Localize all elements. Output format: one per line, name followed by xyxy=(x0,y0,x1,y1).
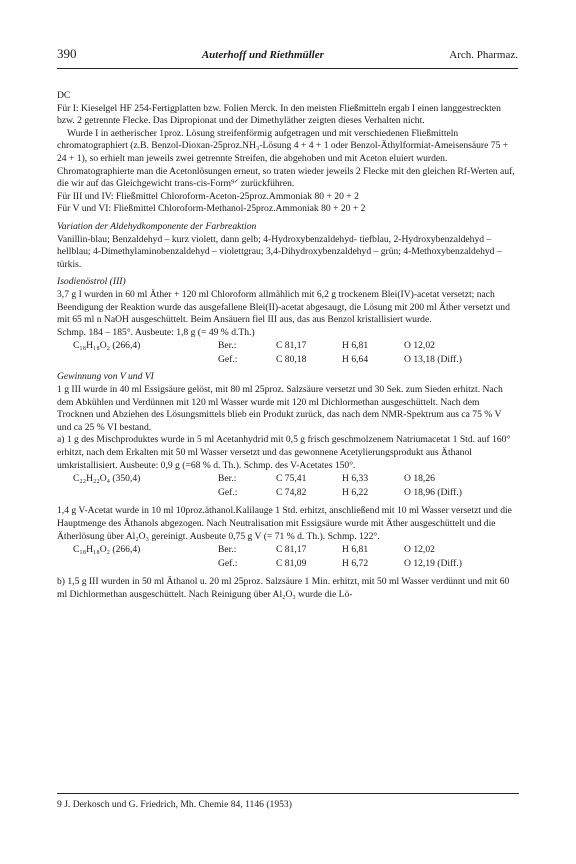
dc-paragraph-4: Für V und VI: Fließmittel Chloroform-Methanol-25proz.Ammoniak 80 + 20 + 2 xyxy=(57,203,366,215)
dc-paragraph-2: Wurde I in aetherischer 1proz. Lösung streifenförmig aufgetragen und mit verschiedenen Fließmitteln chromatographiert (z.B. Benzol-Dioxan-25proz.NH₃-Lösung 4 + 4 + 1 oder Benzol-Äthylformiat-Ameisensäure 75 + 24 + 1), so erhielt man jeweils zwei getrennte Streifen, die abgehoben und mit Aceton eluiert wurden. Chromatographierte man die Acetonlösungen erneut, so traten wieder jeweils 2 Flecke mit den gleichen Rf-Werten auf, die wir auf das Gleichgewicht trans-cis-Form⁹ᐟ zurückführen. xyxy=(57,127,515,190)
hydrogen-value: H 6,64 xyxy=(342,353,369,365)
header-rule xyxy=(57,68,518,69)
analysis-label: Ber.: xyxy=(218,340,237,352)
dc-heading: DC xyxy=(57,90,71,101)
gewinnung-heading: Gewinnung von V und VI xyxy=(57,371,154,383)
variation-heading: Variation der Aldehydkomponente der Farbreaktion xyxy=(57,220,257,232)
hydrogen-value: H 6,81 xyxy=(342,544,369,556)
formula: C₁₈H₁₈O₂ (266,4) xyxy=(73,340,141,352)
elemental-analysis-calc xyxy=(57,544,518,557)
variation-text: Vanillin-blau; Benzaldehyd – kurz violett, dann gelb; 4-Hydroxybenzaldehyd- tiefblau, 2-Hydroxybenzaldehyd – hellblau; 4-Dimethylaminobenzaldehyd – violettgrau; 3,4-Dihydroxybenzaldehyd – grün; 4-Methoxybenzaldehyd – türkis. xyxy=(57,233,502,270)
page-header xyxy=(57,46,518,69)
carbon-value: C 81,17 xyxy=(276,340,307,352)
hydrogen-value: H 6,81 xyxy=(342,340,369,352)
analysis-label: Ber.: xyxy=(218,473,237,485)
analysis-label: Gef.: xyxy=(218,486,238,498)
isodienoestrol-heading: Isodienöstrol (III) xyxy=(57,276,126,288)
hydrogen-value: H 6,22 xyxy=(342,486,369,498)
analysis-label: Gef.: xyxy=(218,353,238,365)
footnote: 9 J. Derkosch und G. Friedrich, Mh. Chemie 84, 1146 (1953) xyxy=(57,799,292,810)
elemental-analysis-calc xyxy=(57,473,518,486)
oxygen-value: O 12,19 (Diff.) xyxy=(404,557,462,569)
elemental-analysis-found xyxy=(57,487,518,500)
elemental-analysis-found xyxy=(57,558,518,571)
formula xyxy=(57,354,218,367)
carbon-value: C 81,09 xyxy=(276,557,307,569)
gewinnung-paragraph-4: b) 1,5 g III wurden in 50 ml Äthanol u. 20 ml 25proz. Salzsäure 1 Min. erhitzt, mit 50 ml Wasser verdünnt und mit 60 ml Dichlormethan ausgeschüttelt. Nach Reinigung über Al₂O₃ wurde die Lö- xyxy=(57,576,510,600)
carbon-value: C 75,41 xyxy=(276,473,307,485)
oxygen-value: O 12,02 xyxy=(404,544,435,556)
oxygen-value: O 18,96 (Diff.) xyxy=(404,486,462,498)
formula xyxy=(57,487,218,500)
page-number: 390 xyxy=(57,46,77,61)
oxygen-value: O 12,02 xyxy=(404,340,435,352)
oxygen-value: O 13,18 (Diff.) xyxy=(404,353,462,365)
formula: C₂₂H₂₂O₄ (350,4) xyxy=(73,473,141,485)
hydrogen-value: H 6,72 xyxy=(342,557,369,569)
dc-paragraph-1: Für I: Kieselgel HF 254-Fertigplatten bzw. Folien Merck. In den meisten Fließmitteln ergab I einen langgestreckten bzw. 2 getrennte Flecke. Das Dipropionat und der Dimethyläther zeigten dieses Verhalten nicht. xyxy=(57,102,501,127)
carbon-value: C 81,17 xyxy=(276,544,307,556)
isodienoestrol-text: 3,7 g I wurden in 60 ml Äther + 120 ml Chloroform allmählich mit 6,2 g trockenem Blei(IV)-acetat versetzt; nach Beendigung der Reaktion wurde das ausgefallene Blei(II)-acetat abgesaugt, die Lösung mit 200 ml Äther versetzt und mit 65 ml n NaOH ausgeschüttelt. Beim Ansäuern fiel III aus, das aus Benzol kristallisiert wurde. xyxy=(57,288,510,326)
article-body xyxy=(57,90,518,602)
elemental-analysis-found xyxy=(57,354,518,367)
gewinnung-paragraph-2: a) 1 g des Mischproduktes wurde in 5 ml Acetanhydrid mit 0,5 g frisch geschmolzenem Natriumacetat 1 Std. auf 160° erhitzt, nach dem Erkalten mit 50 ml Wasser versetzt und das gewonnene Acetylierungsprodukt aus Äthanol umkristallisiert. Ausbeute: 0,9 g (=68 % d. Th.). Schmp. des V-Acetates 150°. xyxy=(57,434,511,471)
running-authors: Auterhoff und Riethmüller xyxy=(201,49,324,61)
footnote-rule xyxy=(57,793,519,794)
analysis-label: Ber.: xyxy=(218,544,237,556)
journal-name: Arch. Pharmaz. xyxy=(449,49,518,61)
gewinnung-paragraph-3: 1,4 g V-Acetat wurde in 10 ml 10proz.äthanol.Kalilauge 1 Std. erhitzt, anschließend mit 10 ml Wasser versetzt und die Hauptmenge des Äthanols abgezogen. Nach Neutralisation mit Essigsäure wurde mit Äther ausgeschüttelt und die Ätherlösung über Al₂O₃ gereinigt. Ausbeute 0,75 g V (= 71 % d. Th.). Schmp. 122°. xyxy=(57,505,512,542)
gewinnung-paragraph-1: 1 g III wurde in 40 ml Essigsäure gelöst, mit 80 ml 25proz. Salzsäure versetzt und 30 Sek. zum Sieden erhitzt. Nach dem Abkühlen und Verdünnen mit 120 ml Wasser wurde mit 120 ml Dichlormethan ausgeschüttelt. Nach dem Trocknen und Abziehen des Lösungsmittels blieb ein Produkt zurück, das nach dem NMR-Spektrum aus ca 75 % V und ca 25 % VI bestand. xyxy=(57,384,503,433)
dc-paragraph-3: Für III und IV: Fließmittel Chloroform-Aceton-25proz.Ammoniak 80 + 20 + 2 xyxy=(57,190,359,202)
analysis-label: Gef.: xyxy=(218,557,238,569)
formula: C₁₈H₁₈O₂ (266,4) xyxy=(73,544,141,556)
carbon-value: C 80,18 xyxy=(276,353,307,365)
hydrogen-value: H 6,33 xyxy=(342,473,369,485)
carbon-value: C 74,82 xyxy=(276,486,307,498)
elemental-analysis-calc xyxy=(57,340,518,353)
isodienoestrol-yield: Schmp. 184 – 185°. Ausbeute: 1,8 g (= 49 % d.Th.) xyxy=(57,326,255,338)
formula xyxy=(57,558,218,571)
oxygen-value: O 18,26 xyxy=(404,473,435,485)
